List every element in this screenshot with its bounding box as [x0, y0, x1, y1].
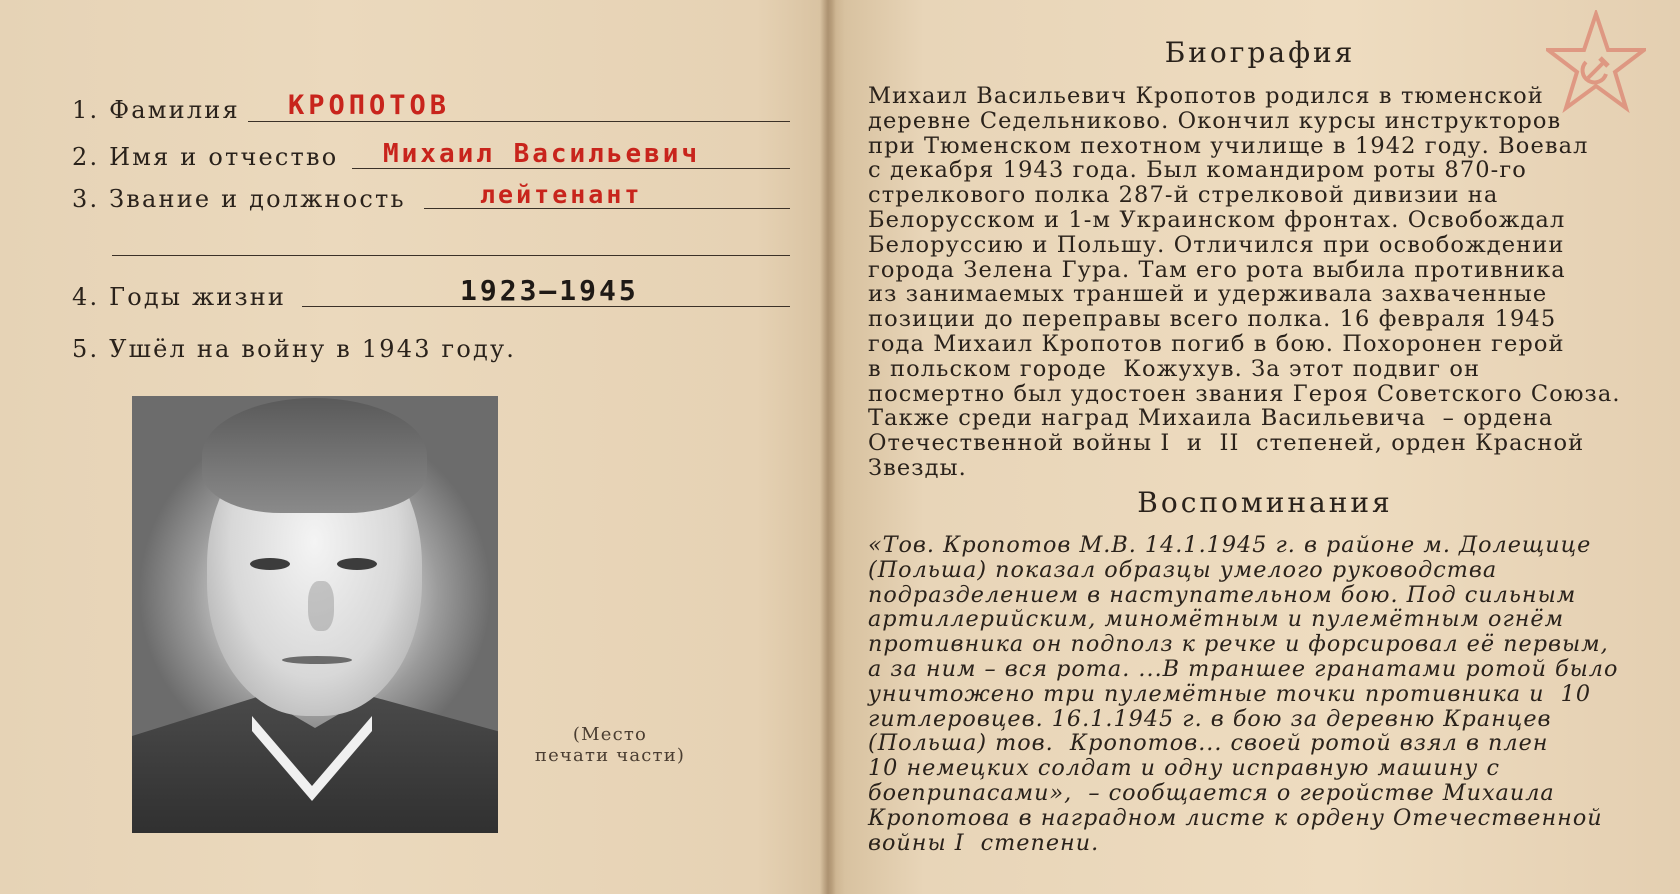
memories-title: Воспоминания — [1137, 486, 1393, 519]
field-surname-value: КРОПОТОВ — [288, 90, 451, 121]
photo-coat — [132, 696, 498, 833]
portrait-photo — [132, 396, 498, 833]
biography-text: Михаил Васильевич Кропотов родился в тюменской деревне Седельниково. Окончил курсы инструкторов при Тюменском пехотном училище в 1942 году. Воевал с декабря 1943 года. Был командиром роты 870-го стрелкового полка 287-й стрелковой дивизии на Белорусском и 1-м Украинском фронтах. Освобождал Белоруссию и Польшу. Отличился при освобождении города Зелена Гура. Там его рота выбила противника из занимаемых траншей и удерживала захваченные позиции до переправы всего полка. 16 февраля 1945 года Михаил Кропотов погиб в бою. Похоронен герой в польском городе Кожухув. За этот подвиг он посмертно был удостоен звания Героя Советского Союза. Также среди наград Михаила Васильевича – ордена Отечественной войны I и II степеней, орден Красной Звезды. — [868, 83, 1621, 481]
field-name-value: Михаил Васильевич — [383, 139, 701, 169]
field-surname-label: 1. Фамилия — [72, 96, 240, 124]
field-rank-value: лейтенант — [480, 180, 643, 209]
seal-placeholder — [520, 724, 700, 766]
photo-nose — [308, 581, 334, 631]
photo-mouth — [282, 656, 352, 664]
field-surname-line — [248, 121, 790, 122]
photo-right-eye — [337, 558, 377, 570]
field-rank-label: 3. Звание и должность — [72, 185, 406, 213]
hammer-sickle-icon — [1583, 58, 1608, 82]
field-rank-extra-line — [112, 255, 790, 256]
photo-hair — [202, 398, 427, 513]
photo-left-eye — [250, 558, 290, 570]
field-name-label: 2. Имя и отчество — [72, 143, 339, 171]
field-years-value: 1923—1945 — [460, 274, 639, 307]
seal-line-1: (Место — [572, 724, 648, 745]
biography-title: Биография — [1164, 36, 1356, 69]
war-start-line: 5. Ушёл на войну в 1943 году. — [72, 335, 517, 363]
memories-text: «Тов. Кропотов М.В. 14.1.1945 г. в районе м. Долещице (Польша) показал образцы умелого руководства подразделением в наступательном бою. Под сильным артиллерийским, миномётным и пулемётным огнём противника он подполз к речке и форсировал её первым, а за ним – вся рота. ...В траншее гранатами ротой было уничтожено три пулемётные точки противника и 10 гитлеровцев. 16.1.1945 г. в бою за деревню Кранцев (Польша) тов. Кропотов... своей ротой взял в плен 10 немецких солдат и одну исправную машину с боеприпасами», – сообщается о геройстве Михаила Кропотова в наградном листе к ордену Отечественной войны I степени. — [868, 532, 1619, 856]
seal-line-2: печати части) — [534, 745, 686, 766]
field-years-label: 4. Годы жизни — [72, 283, 287, 311]
